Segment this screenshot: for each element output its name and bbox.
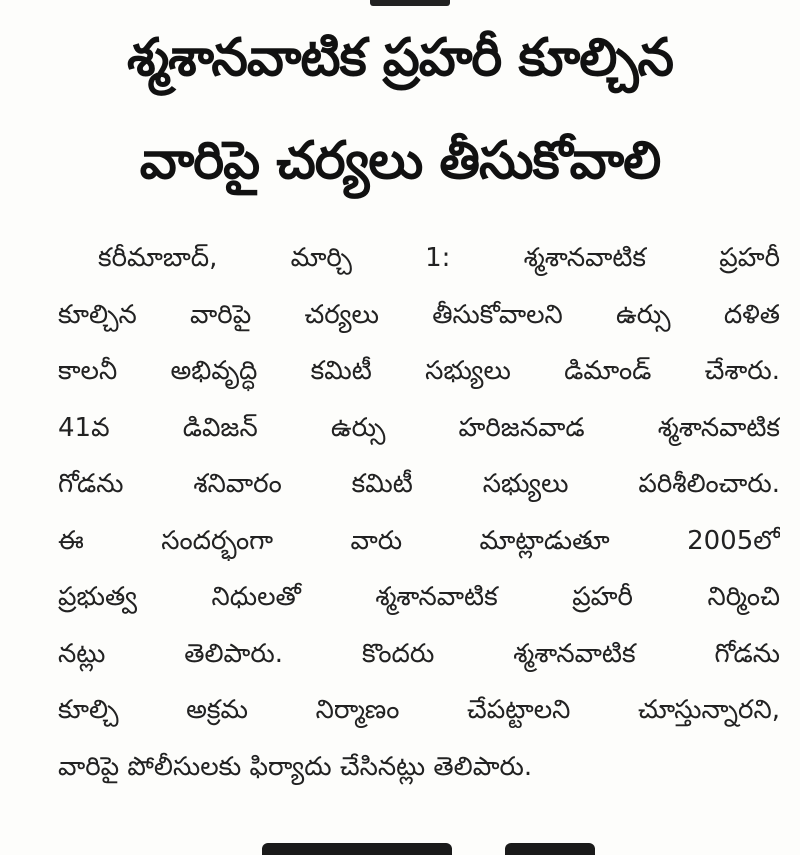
headline-line-1: శ్మశానవాటిక ప్రహరీ కూల్చిన bbox=[127, 28, 673, 88]
body-line: కూల్చి అక్రమ నిర్మాణం చేపట్టాలని చూస్తున్నారని, bbox=[58, 695, 780, 725]
body-line: కాలనీ అభివృద్ధి కమిటీ సభ్యులు డిమాండ్ చేశారు. bbox=[58, 356, 780, 386]
article-body bbox=[58, 230, 780, 795]
body-line: 41వ డివిజన్ ఉర్సు హరిజనవాడ శ్మశానవాటిక bbox=[58, 412, 780, 443]
body-line: నట్లు తెలిపారు. కొందరు శ్మశానవాటిక గోడను bbox=[58, 638, 780, 669]
cropped-text-fragment-top bbox=[370, 0, 450, 6]
body-line: గోడను శనివారం కమిటీ సభ్యులు పరిశీలించారు. bbox=[58, 469, 780, 499]
body-line: కరీమాబాద్, మార్చి 1: శ్మశానవాటిక ప్రహరీ bbox=[98, 243, 780, 273]
body-line: ప్రభుత్వ నిధులతో శ్మశానవాటిక ప్రహరీ నిర్మించి bbox=[58, 582, 780, 612]
cropped-text-fragment-bottom bbox=[505, 843, 595, 855]
body-line: కూల్చిన వారిపై చర్యలు తీసుకోవాలని ఉర్సు దళిత bbox=[58, 299, 780, 330]
body-line: ఈ సందర్భంగా వారు మాట్లాడుతూ 2005లో bbox=[58, 525, 780, 556]
headline-line-2: వారిపై చర్యలు తీసుకోవాలి bbox=[139, 131, 661, 191]
cropped-text-fragment-bottom bbox=[262, 843, 452, 855]
body-line: వారిపై పోలీసులకు ఫిర్యాదు చేసినట్లు తెలిపారు. bbox=[58, 751, 533, 782]
